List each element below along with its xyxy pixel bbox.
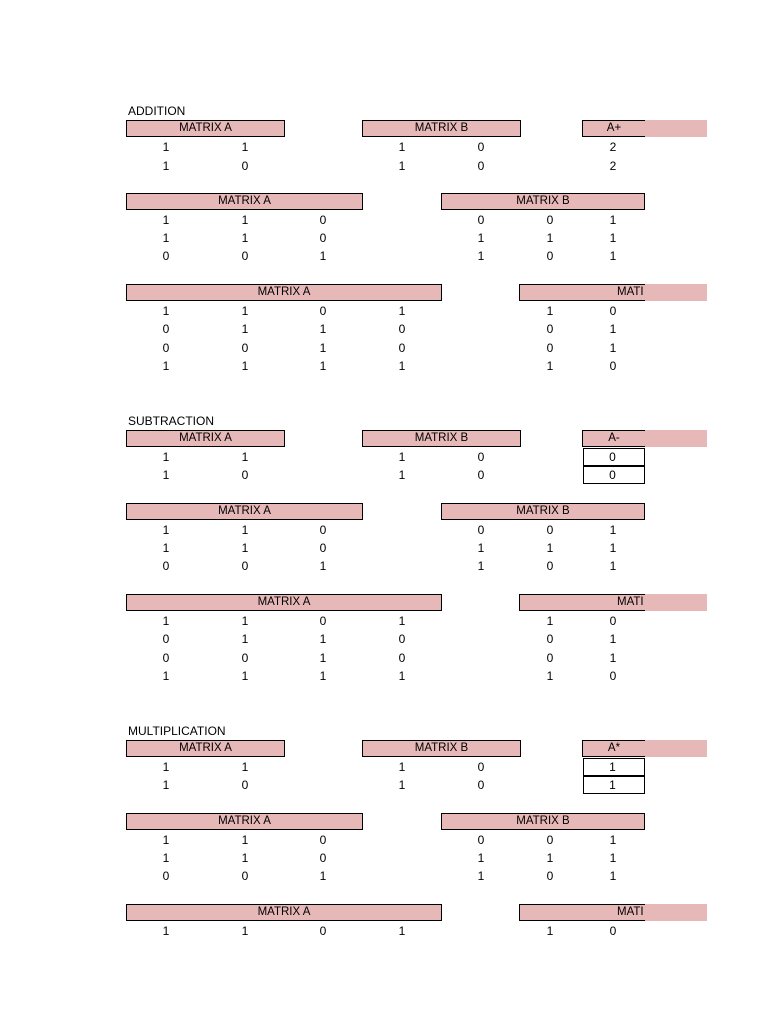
cell: 0 [319, 541, 327, 555]
cell: 0 [546, 559, 554, 573]
cell: 0 [609, 304, 617, 318]
cell: 1 [398, 614, 406, 628]
cell: 1 [609, 231, 617, 245]
cell: 0 [546, 632, 554, 646]
cell: 1 [398, 760, 406, 774]
cell: 1 [546, 231, 554, 245]
cell: 1 [609, 523, 617, 537]
cell: 0 [241, 559, 249, 573]
matrix-a-header: MATRIX A [126, 594, 442, 611]
cell: 0 [241, 159, 249, 173]
cell: 1 [162, 778, 170, 792]
cell: 1 [546, 541, 554, 555]
cell: 0 [319, 851, 327, 865]
cell: 1 [241, 924, 249, 938]
matrix-b-header-clipped: MATI [519, 904, 645, 921]
cell: 1 [162, 304, 170, 318]
cell: 0 [398, 341, 406, 355]
cell: 0 [477, 778, 485, 792]
cell: 1 [162, 924, 170, 938]
cell: 1 [546, 851, 554, 865]
cell: 0 [319, 614, 327, 628]
cell: 1 [162, 159, 170, 173]
cell: 1 [241, 359, 249, 373]
section-title-multiplication: MULTIPLICATION [128, 724, 226, 738]
cell: 1 [609, 249, 617, 263]
cell: 1 [319, 322, 327, 336]
matrix-a-header: MATRIX A [126, 813, 363, 830]
cell: 1 [609, 559, 617, 573]
result-header: A+ [582, 120, 645, 137]
cell: 1 [477, 541, 485, 555]
cell: 0 [609, 450, 616, 464]
matrix-b-header: MATRIX B [362, 740, 521, 757]
cell: 1 [162, 450, 170, 464]
result-header: A* [582, 740, 645, 757]
matrix-b-header: MATRIX B [362, 120, 521, 137]
cell: 1 [241, 213, 249, 227]
cell: 0 [319, 213, 327, 227]
result-header: A- [582, 430, 645, 447]
matrix-a-header: MATRIX A [126, 430, 285, 447]
cell: 0 [162, 559, 170, 573]
cell: 1 [241, 523, 249, 537]
cell: 1 [609, 322, 617, 336]
cell: 0 [609, 614, 617, 628]
header-fill [645, 594, 707, 611]
cell: 0 [546, 213, 554, 227]
cell: 0 [162, 341, 170, 355]
cell: 0 [546, 651, 554, 665]
cell: 0 [609, 669, 617, 683]
cell: 1 [241, 614, 249, 628]
cell: 0 [477, 523, 485, 537]
cell: 0 [609, 359, 617, 373]
cell: 0 [319, 924, 327, 938]
cell: 1 [477, 851, 485, 865]
result-header-fill [645, 740, 707, 757]
result-cell [583, 448, 645, 466]
cell: 0 [477, 760, 485, 774]
cell: 1 [241, 304, 249, 318]
cell: 0 [477, 213, 485, 227]
cell: 1 [398, 778, 406, 792]
cell: 1 [609, 833, 617, 847]
cell: 1 [398, 159, 406, 173]
cell: 0 [546, 341, 554, 355]
result-cell [583, 758, 645, 776]
cell: 0 [546, 249, 554, 263]
header-fill [645, 904, 707, 921]
cell: 0 [546, 833, 554, 847]
cell: 1 [398, 140, 406, 154]
cell: 1 [398, 304, 406, 318]
cell: 0 [162, 249, 170, 263]
cell: 1 [477, 869, 485, 883]
cell: 1 [319, 869, 327, 883]
cell: 0 [319, 523, 327, 537]
cell: 0 [241, 869, 249, 883]
cell: 2 [609, 140, 617, 154]
cell: 0 [162, 651, 170, 665]
matrix-a-header: MATRIX A [126, 193, 363, 210]
matrix-b-header-clipped: MATI [519, 284, 645, 301]
cell: 1 [609, 541, 617, 555]
cell: 1 [609, 760, 616, 774]
cell: 1 [546, 304, 554, 318]
cell: 1 [398, 359, 406, 373]
cell: 1 [477, 231, 485, 245]
cell: 0 [546, 523, 554, 537]
cell: 1 [241, 669, 249, 683]
result-cell [583, 776, 645, 794]
cell: 1 [319, 341, 327, 355]
cell: 0 [398, 651, 406, 665]
matrix-b-header: MATRIX B [362, 430, 521, 447]
cell: 1 [546, 614, 554, 628]
cell: 1 [546, 924, 554, 938]
cell: 0 [162, 632, 170, 646]
result-header-fill [645, 120, 707, 137]
cell: 1 [609, 851, 617, 865]
cell: 1 [162, 213, 170, 227]
cell: 1 [241, 322, 249, 336]
cell: 1 [609, 341, 617, 355]
cell: 1 [319, 359, 327, 373]
cell: 1 [477, 559, 485, 573]
cell: 1 [241, 760, 249, 774]
cell: 1 [162, 468, 170, 482]
cell: 0 [398, 632, 406, 646]
cell: 1 [609, 213, 617, 227]
cell: 1 [162, 359, 170, 373]
cell: 1 [162, 760, 170, 774]
cell: 1 [398, 924, 406, 938]
cell: 1 [162, 523, 170, 537]
cell: 1 [398, 450, 406, 464]
cell: 1 [241, 450, 249, 464]
cell: 1 [162, 851, 170, 865]
matrix-b-header: MATRIX B [441, 813, 645, 830]
matrix-a-header: MATRIX A [126, 120, 285, 137]
cell: 1 [398, 669, 406, 683]
cell: 1 [241, 632, 249, 646]
matrix-a-header: MATRIX A [126, 284, 442, 301]
matrix-b-header-clipped: MATI [519, 594, 645, 611]
cell: 1 [477, 249, 485, 263]
cell: 1 [319, 249, 327, 263]
cell: 1 [609, 869, 617, 883]
cell: 0 [477, 140, 485, 154]
cell: 1 [162, 669, 170, 683]
cell: 0 [477, 833, 485, 847]
cell: 0 [546, 322, 554, 336]
cell: 0 [477, 450, 485, 464]
cell: 1 [241, 851, 249, 865]
header-fill [645, 284, 707, 301]
cell: 1 [609, 778, 616, 792]
cell: 1 [162, 231, 170, 245]
cell: 1 [319, 632, 327, 646]
cell: 1 [162, 833, 170, 847]
cell: 0 [398, 322, 406, 336]
cell: 1 [319, 669, 327, 683]
cell: 1 [546, 669, 554, 683]
cell: 0 [609, 924, 617, 938]
cell: 0 [477, 468, 485, 482]
cell: 1 [162, 614, 170, 628]
cell: 1 [609, 632, 617, 646]
cell: 1 [162, 140, 170, 154]
cell: 0 [162, 322, 170, 336]
cell: 0 [241, 249, 249, 263]
cell: 0 [546, 869, 554, 883]
cell: 1 [609, 651, 617, 665]
cell: 0 [241, 468, 249, 482]
cell: 1 [546, 359, 554, 373]
cell: 0 [609, 468, 616, 482]
cell: 0 [241, 341, 249, 355]
cell: 1 [241, 140, 249, 154]
matrix-b-header: MATRIX B [441, 193, 645, 210]
cell: 1 [241, 541, 249, 555]
cell: 1 [162, 541, 170, 555]
matrix-a-header: MATRIX A [126, 904, 442, 921]
cell: 0 [162, 869, 170, 883]
cell: 0 [319, 231, 327, 245]
cell: 2 [609, 159, 617, 173]
cell: 1 [319, 559, 327, 573]
cell: 1 [398, 468, 406, 482]
cell: 0 [319, 833, 327, 847]
result-cell [583, 466, 645, 484]
matrix-a-header: MATRIX A [126, 740, 285, 757]
cell: 0 [477, 159, 485, 173]
section-title-addition: ADDITION [128, 104, 186, 118]
matrix-a-header: MATRIX A [126, 503, 363, 520]
cell: 1 [241, 231, 249, 245]
cell: 0 [319, 304, 327, 318]
cell: 1 [241, 833, 249, 847]
cell: 0 [241, 778, 249, 792]
cell: 1 [319, 651, 327, 665]
section-title-subtraction: SUBTRACTION [128, 414, 215, 428]
result-header-fill [645, 430, 707, 447]
cell: 0 [241, 651, 249, 665]
matrix-b-header: MATRIX B [441, 503, 645, 520]
